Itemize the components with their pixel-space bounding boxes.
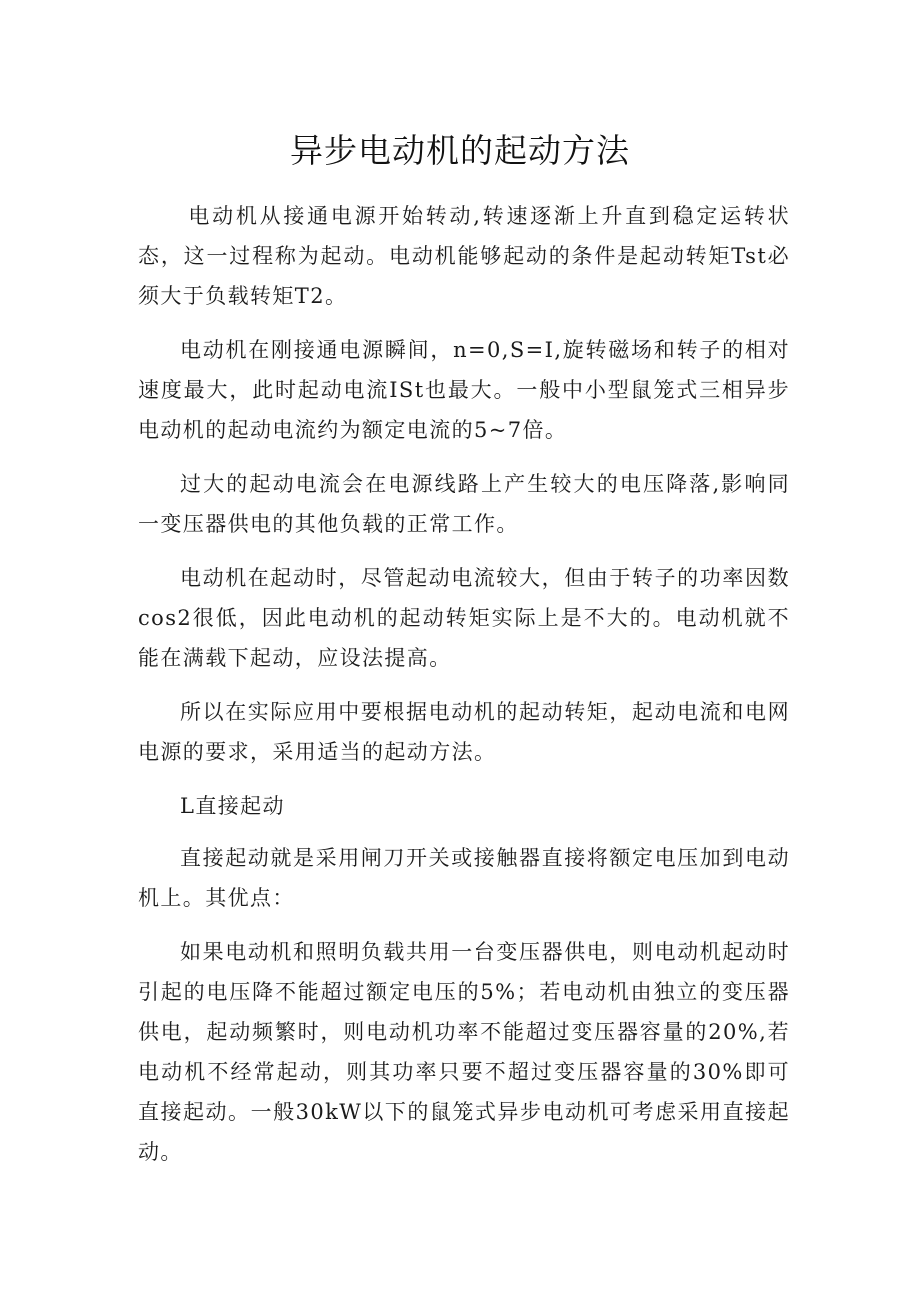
paragraph-method-choice: 所以在实际应用中要根据电动机的起动转矩，起动电流和电网电源的要求，采用适当的起动方法。 [138, 700, 790, 764]
page-title: 异步电动机的起动方法 [290, 131, 630, 170]
document-body [138, 196, 790, 1186]
section-heading-direct-start: L直接起动 [180, 794, 285, 818]
paragraph-direct-start-definition: 直接起动就是采用闸刀开关或接触器直接将额定电压加到电动机上。其优点： [138, 846, 790, 910]
paragraph-starting-current: 电动机在刚接通电源瞬间，n=0,S=I,旋转磁场和转子的相对速度最大，此时起动电流ISt也最大。一般中小型鼠笼式三相异步电动机的起动电流约为额定电流的5~7倍。 [138, 338, 790, 442]
paragraph-starting-torque: 电动机在起动时，尽管起动电流较大，但由于转子的功率因数cos2很低，因此电动机的起动转矩实际上是不大的。电动机就不能在满载下起动，应设法提高。 [138, 566, 790, 670]
paragraph-direct-start-conditions: 如果电动机和照明负载共用一台变压器供电，则电动机起动时引起的电压降不能超过额定电压的5%；若电动机由独立的变压器供电，起动频繁时，则电动机功率不能超过变压器容量的20%,若电动机不经常起动，则其功率只要不超过变压器容量的30%即可直接起动。一般30kW以下的鼠笼式异步电动机可考虑采用直接起动。 [138, 940, 790, 1164]
paragraph-voltage-drop: 过大的起动电流会在电源线路上产生较大的电压降落,影响同一变压器供电的其他负载的正常工作。 [138, 472, 790, 536]
paragraph-starting-definition: 电动机从接通电源开始转动,转速逐渐上升直到稳定运转状态，这一过程称为起动。电动机能够起动的条件是起动转矩Tst必须大于负载转矩T2。 [138, 204, 790, 308]
